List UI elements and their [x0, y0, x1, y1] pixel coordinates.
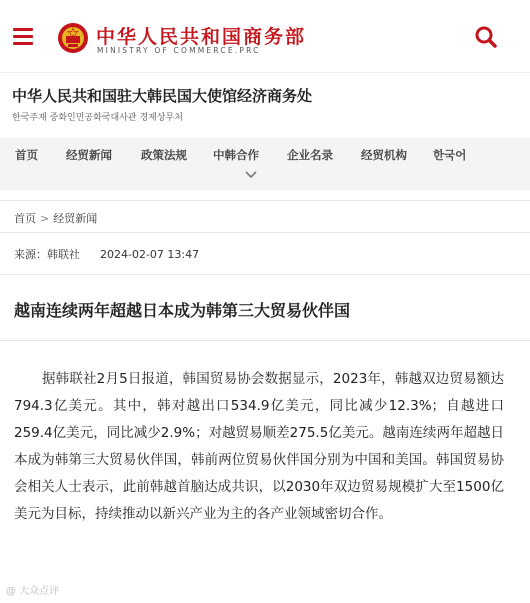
breadcrumb-current[interactable]: 经贸新闻 [53, 212, 98, 225]
breadcrumb-home[interactable]: 首页 [14, 212, 36, 225]
divider [0, 200, 530, 201]
main-nav [0, 138, 530, 190]
site-title[interactable]: 中华人民共和国驻大韩民国大使馆经济商务处 [12, 87, 313, 105]
divider [0, 340, 530, 341]
brand-title-cn: 中华人民共和国商务部 [96, 26, 307, 48]
nav-item-news[interactable]: 经贸新闻 [66, 148, 112, 162]
divider [0, 232, 530, 233]
top-bar [0, 0, 530, 72]
menu-icon[interactable] [13, 28, 33, 46]
nav-item-directory[interactable]: 企业名录 [287, 148, 333, 162]
site-subtitle: 한국주재 중화인민공화국대사관 경제상무처 [12, 113, 183, 123]
article-source: 来源：韩联社 [14, 248, 80, 261]
divider [0, 274, 530, 275]
site-header [0, 72, 530, 134]
nav-item-cooperation[interactable]: 中韩合作 [213, 148, 259, 162]
brand-title-en: MINISTRY OF COMMERCE.PRC [97, 46, 261, 55]
nav-item-policy[interactable]: 政策法规 [141, 148, 187, 162]
nav-item-institutions[interactable]: 经贸机构 [361, 148, 407, 162]
breadcrumb [14, 210, 97, 226]
article-title: 越南连续两年超越日本成为韩第三大贸易伙伴国 [14, 301, 351, 320]
article-date: 2024-02-07 13:47 [100, 248, 200, 261]
watermark: @ 大众点评 [6, 586, 60, 597]
article-meta [14, 246, 199, 262]
national-emblem-icon [57, 22, 89, 54]
nav-item-korean[interactable]: 한국어 [433, 148, 467, 162]
search-icon[interactable] [475, 26, 497, 48]
breadcrumb-separator: > [40, 212, 50, 225]
article-body: 据韩联社2月5日报道，韩国贸易协会数据显示，2023年，韩越双边贸易额达794.3亿美元。其中，韩对越出口534.9亿美元，同比减少12.3%；自越进口259.4亿美元，同比减少2.9%；对越贸易顺差275.5亿美元。越南连续两年超越日本成为韩第三大贸易伙伴国，韩前两位贸易伙伴国分别为中国和美国。韩国贸易协会相关人士表示，此前韩越首脑达成共识，以2030年双边贸易规模扩大至1500亿美元为目标，持续推动以新兴产业为主的各产业领域密切合作。 [14, 371, 504, 522]
nav-item-home[interactable]: 首页 [15, 148, 38, 162]
chevron-down-icon[interactable] [244, 170, 258, 180]
